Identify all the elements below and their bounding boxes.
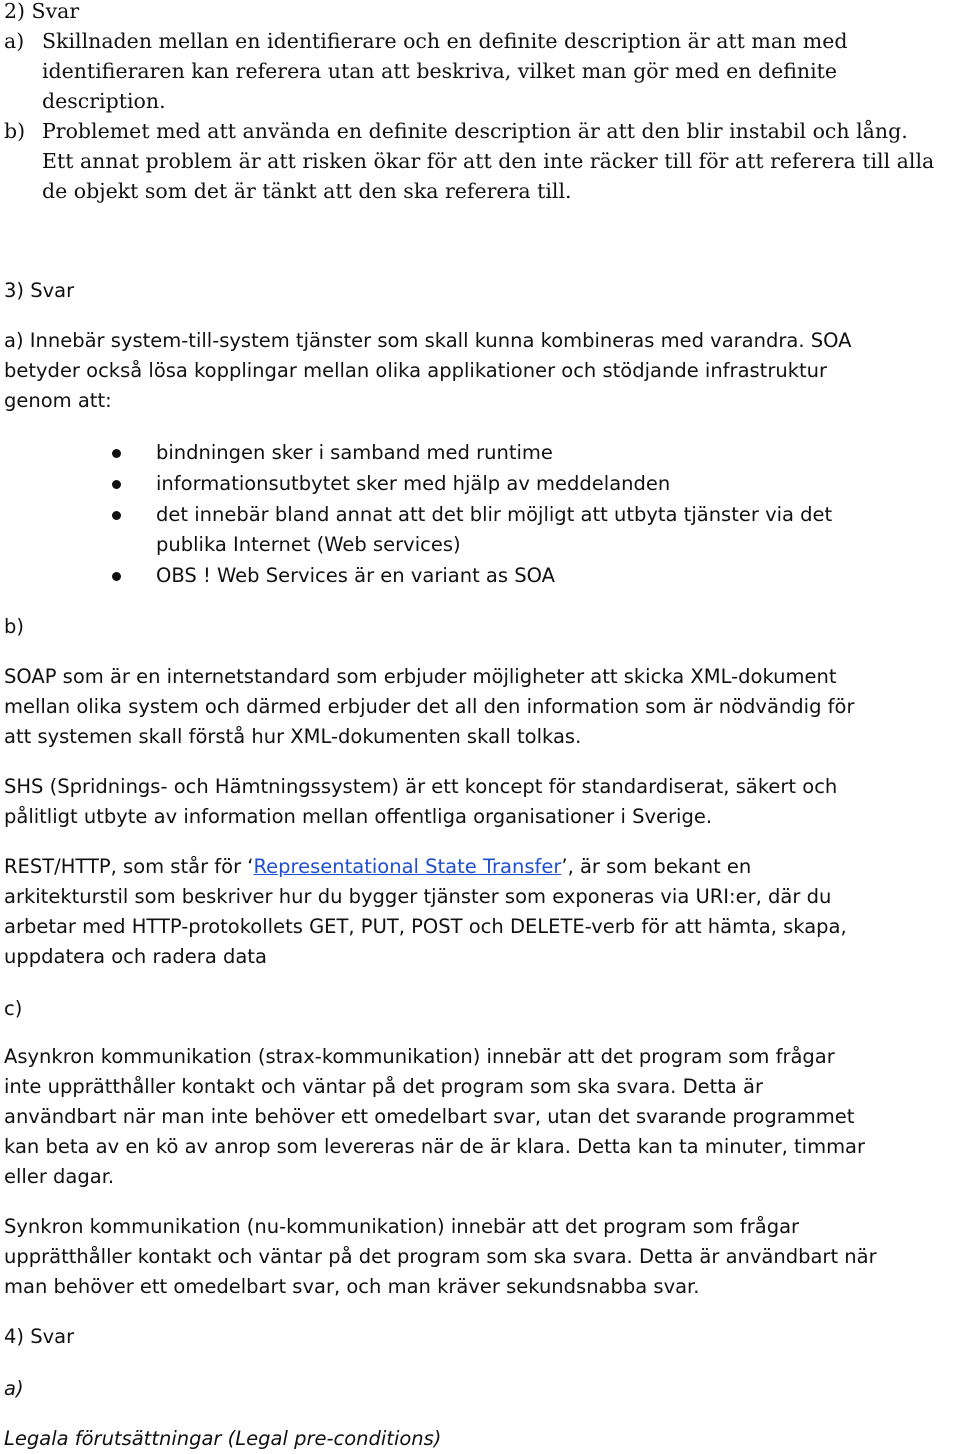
- section3-a-line-2: betyder också lösa kopplingar mellan olika applikationer och stödjande infrastruktur: [4, 359, 828, 382]
- section3-a-line-3: genom att:: [4, 389, 112, 412]
- section2-a-line-2: identifieraren kan referera utan att beskriva, vilket man gör med en definite: [42, 59, 838, 83]
- sync-line-2: upprätthåller kontakt och väntar på det program som ska svara. Detta är användbart när: [4, 1245, 877, 1268]
- async-line-3: användbart när man inte behöver ett omedelbart svar, utan det svarande programmet: [4, 1105, 855, 1128]
- rest-suffix: ’, är som bekant en: [561, 855, 752, 878]
- section3-a-line-1: a) Innebär system-till-system tjänster som skall kunna kombineras med varandra. SOA: [4, 329, 852, 352]
- section2-b-line-3: de objekt som det är tänkt att den ska referera till.: [42, 179, 572, 203]
- rest-link[interactable]: Representational State Transfer: [253, 855, 562, 878]
- shs-line-2: pålitligt utbyte av information mellan offentliga organisationer i Sverige.: [4, 805, 713, 828]
- bullet-item-4: OBS ! Web Services är en variant as SOA: [156, 564, 555, 587]
- bullet-item-1: bindningen sker i samband med runtime: [156, 441, 553, 464]
- section4-subtitle: Legala förutsättningar (Legal pre-conditions): [4, 1427, 442, 1450]
- rest-line-2: arkitekturstil som beskriver hur du bygger tjänster som exponeras via URI:er, där du: [4, 885, 832, 908]
- bullet-item-3-cont: publika Internet (Web services): [156, 533, 461, 556]
- bullet-icon: [112, 511, 121, 520]
- rest-line-3: arbetar med HTTP-protokollets GET, PUT, POST och DELETE-verb för att hämta, skapa,: [4, 915, 847, 938]
- bullet-item-2: informationsutbytet sker med hjälp av meddelanden: [156, 472, 671, 495]
- rest-prefix: REST/HTTP, som står för ‘: [4, 855, 254, 878]
- async-line-1: Asynkron kommunikation (strax-kommunikation) innebär att det program som frågar: [4, 1045, 835, 1068]
- section2-a-line-1: Skillnaden mellan en identifierare och en definite description är att man med: [42, 29, 848, 53]
- section2-b-line-1: Problemet med att använda en definite description är att den blir instabil och lång.: [42, 119, 908, 143]
- section2-a-line-3: description.: [42, 89, 166, 113]
- async-line-5: eller dagar.: [4, 1165, 115, 1188]
- sync-line-1: Synkron kommunikation (nu-kommunikation) innebär att det program som frågar: [4, 1215, 800, 1238]
- section4-heading: 4) Svar: [4, 1325, 75, 1348]
- section2-a-label: a): [4, 29, 25, 53]
- soap-line-1: SOAP som är en internetstandard som erbjuder möjligheter att skicka XML-dokument: [4, 665, 837, 688]
- section4-a-label: a): [4, 1377, 24, 1400]
- shs-line-1: SHS (Spridnings- och Hämtningssystem) är ett koncept för standardiserat, säkert och: [4, 775, 838, 798]
- rest-line-1: [4, 852, 751, 882]
- async-line-4: kan beta av en kö av anrop som levereras när de är klara. Detta kan ta minuter, timmar: [4, 1135, 866, 1158]
- bullet-icon: [112, 480, 121, 489]
- section3-heading: 3) Svar: [4, 279, 75, 302]
- bullet-item-3: det innebär bland annat att det blir möjligt att utbyta tjänster via det: [156, 503, 833, 526]
- section2-b-label: b): [4, 119, 26, 143]
- bullet-icon: [112, 449, 121, 458]
- sync-line-3: man behöver ett omedelbart svar, och man kräver sekundsnabba svar.: [4, 1275, 700, 1298]
- bullet-icon: [112, 572, 121, 581]
- async-line-2: inte upprätthåller kontakt och väntar på det program som ska svara. Detta är: [4, 1075, 763, 1098]
- section2-heading: 2) Svar: [4, 0, 80, 23]
- soap-line-3: att systemen skall förstå hur XML-dokumenten skall tolkas.: [4, 725, 582, 748]
- rest-line-4: uppdatera och radera data: [4, 945, 267, 968]
- section2-b-line-2: Ett annat problem är att risken ökar för att den inte räcker till för att referera till alla: [42, 149, 935, 173]
- soap-line-2: mellan olika system och därmed erbjuder det all den information som är nödvändig för: [4, 695, 855, 718]
- section3-b-label: b): [4, 615, 24, 638]
- section3-c-label: c): [4, 997, 23, 1020]
